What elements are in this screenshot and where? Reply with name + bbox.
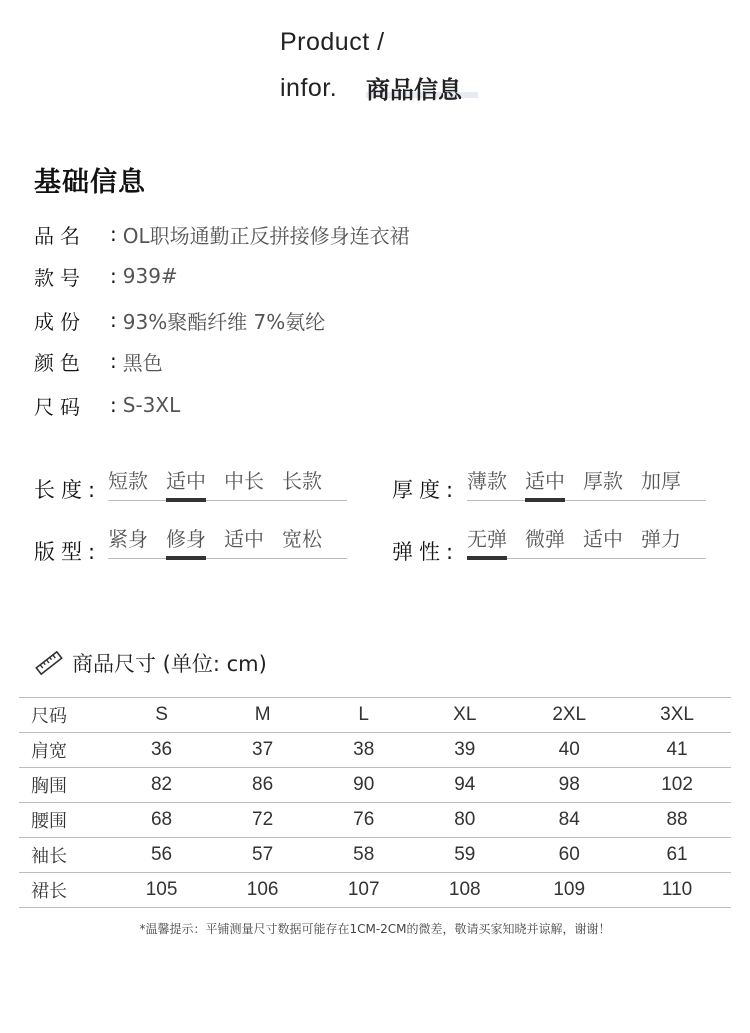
info-label: 款号: [34, 265, 86, 290]
info-colon: :: [110, 222, 117, 246]
attr-option-selected: 适中: [525, 466, 565, 500]
info-label: 成份: [34, 309, 86, 334]
table-header-cell: 尺码: [19, 698, 111, 733]
info-colon: :: [110, 308, 117, 332]
attr-option: 薄款: [467, 469, 507, 493]
info-value: OL职场通勤正反拼接修身连衣裙: [122, 223, 410, 248]
table-cell: 106: [212, 873, 313, 908]
attr-option-selected: 适中: [166, 466, 206, 500]
table-cell: 94: [414, 768, 515, 803]
info-label: 尺码: [34, 394, 86, 419]
info-label: 颜色: [34, 350, 86, 375]
attr-option: 中长: [224, 469, 264, 493]
table-row-label: 胸围: [19, 768, 111, 803]
table-cell: 88: [623, 803, 731, 838]
table-row-label: 裙长: [19, 873, 111, 908]
attr-scale-elasticity: [467, 524, 706, 559]
info-value: 黑色: [122, 350, 163, 375]
measurement-note: *温馨提示：平铺测量尺寸数据可能存在1CM-2CM的微差，敬请买家知晓并谅解，谢谢！: [139, 922, 611, 936]
basic-info-title: 基础信息: [34, 167, 146, 198]
ruler-icon: [34, 651, 64, 675]
attr-option: 适中: [224, 527, 264, 551]
size-title-text: 商品尺寸 (单位: cm): [72, 652, 267, 676]
table-header-cell: M: [212, 698, 313, 733]
table-header-cell: 3XL: [623, 698, 731, 733]
table-cell: 60: [515, 838, 623, 873]
info-row-name: [34, 219, 410, 249]
table-cell: 102: [623, 768, 731, 803]
attr-label-elasticity: 弹性:: [392, 540, 460, 564]
size-section-title: [34, 648, 267, 678]
attr-option: 厚款: [583, 469, 623, 493]
table-cell: 57: [212, 838, 313, 873]
table-row: [19, 803, 731, 838]
table-cell: 40: [515, 733, 623, 768]
info-value: 939#: [122, 264, 178, 288]
attr-option: 短款: [108, 469, 148, 493]
table-cell: 59: [414, 838, 515, 873]
attr-label-text: 长度: [34, 478, 88, 502]
attr-option: 宽松: [282, 527, 322, 551]
attr-option: 紧身: [108, 527, 148, 551]
page-title: 商品信息: [366, 76, 462, 104]
table-header-cell: L: [313, 698, 414, 733]
table-cell: 110: [623, 873, 731, 908]
table-cell: 61: [623, 838, 731, 873]
table-cell: 41: [623, 733, 731, 768]
table-cell: 80: [414, 803, 515, 838]
table-cell: 90: [313, 768, 414, 803]
info-value: 93%聚酯纤维 7%氨纶: [122, 309, 326, 334]
info-value: S-3XL: [122, 393, 181, 417]
table-row: [19, 768, 731, 803]
table-row: [19, 733, 731, 768]
attr-label-text: 弹性: [392, 540, 446, 564]
table-cell: 108: [414, 873, 515, 908]
attr-option-selected: 无弹: [467, 524, 507, 558]
info-colon: :: [110, 393, 117, 417]
header-english-line2: infor.: [280, 74, 338, 102]
info-row-composition: [34, 305, 410, 335]
attr-option: 微弹: [525, 527, 565, 551]
table-row-label: 腰围: [19, 803, 111, 838]
table-row-label: 肩宽: [19, 733, 111, 768]
table-cell: 39: [414, 733, 515, 768]
info-row-size-range: [34, 390, 410, 420]
table-cell: 72: [212, 803, 313, 838]
attr-label-length: 长度:: [34, 478, 102, 502]
attr-option-selected: 修身: [166, 524, 206, 558]
table-cell: 38: [313, 733, 414, 768]
table-cell: 56: [111, 838, 212, 873]
attr-label-text: 厚度: [392, 478, 446, 502]
attr-option: 适中: [583, 527, 623, 551]
table-row: [19, 873, 731, 908]
table-cell: 82: [111, 768, 212, 803]
table-cell: 107: [313, 873, 414, 908]
attr-option: 加厚: [641, 469, 681, 493]
table-cell: 58: [313, 838, 414, 873]
attr-label-thickness: 厚度:: [392, 478, 460, 502]
header-english-line1: Product /: [280, 28, 385, 56]
attr-label-text: 版型: [34, 540, 88, 564]
table-header-cell: XL: [414, 698, 515, 733]
table-header-cell: S: [111, 698, 212, 733]
attr-scale-length: [108, 466, 347, 501]
table-cell: 36: [111, 733, 212, 768]
table-row-label: 袖长: [19, 838, 111, 873]
info-colon: :: [110, 264, 117, 288]
basic-info-list: [34, 219, 410, 420]
table-header-cell: 2XL: [515, 698, 623, 733]
attr-scale-fit: [108, 524, 347, 559]
table-cell: 76: [313, 803, 414, 838]
table-row: [19, 838, 731, 873]
info-row-style-number: [34, 261, 410, 291]
table-cell: 86: [212, 768, 313, 803]
table-cell: 68: [111, 803, 212, 838]
table-cell: 84: [515, 803, 623, 838]
table-cell: 98: [515, 768, 623, 803]
attr-option: 长款: [282, 469, 322, 493]
size-table: [19, 697, 731, 908]
table-cell: 37: [212, 733, 313, 768]
table-header-row: [19, 698, 731, 733]
info-label: 品名: [34, 223, 86, 248]
info-row-color: [34, 346, 410, 376]
attr-option: 弹力: [641, 527, 681, 551]
table-cell: 105: [111, 873, 212, 908]
attr-label-fit: 版型:: [34, 540, 102, 564]
attr-scale-thickness: [467, 466, 706, 501]
info-colon: :: [110, 349, 117, 373]
table-cell: 109: [515, 873, 623, 908]
